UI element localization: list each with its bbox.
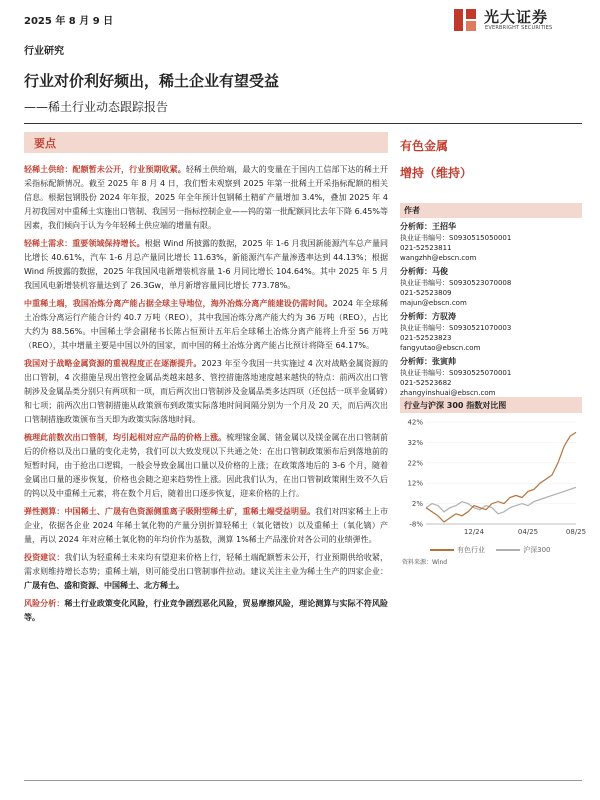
brand-logo-icon <box>452 7 478 33</box>
series-line <box>426 487 576 514</box>
analyst-cert: 执业证书编号：S0930525070001 <box>400 369 512 377</box>
paragraph <box>24 551 388 593</box>
analyst-name: 分析师：方驭涛 <box>400 312 456 321</box>
paragraph <box>24 237 388 293</box>
chart-header <box>400 397 582 413</box>
analyst-email[interactable]: majun@ebscn.com <box>400 299 467 307</box>
chart-source: 资料来源：Wind <box>402 559 448 566</box>
report-subtitle: ——稀土行业动态跟踪报告 <box>24 100 169 114</box>
paragraph-body: 轻稀土供给端，最大的变量在于国内工信部下达的稀土开采指标配额情况。截至 2025 年 8 月 4 日，我们暂未观察到 2025 年第一批稀土开采指标配额的相关信息。根据包钢股份 2024 年年报，2025 年全年预计包钢稀土精矿产量增加 3.4%，叠加 2025 年 4 月初我国对中重稀土实施出口管制、我国另一指标控制企业——钨的第一批配额同比去年下降 6.45%等因素，我们倾向于认为今年轻稀土供应端的增量有限。 <box>24 165 389 230</box>
report-title: 行业对价利好频出，稀土企业有望受益 <box>24 72 280 90</box>
brand-name-en: EVERBRIGHT SECURITIES <box>485 25 553 31</box>
paragraph-body: 梳理镓金属、锗金属以及镁金属在出口管制前后的价格以及出口量的变化走势，我们可以大致发现以下共通之处：在出口管制政策颁布后到落地前的短暂时间，由于抢出口逻辑，一般会导致金属出口量以及价格的上涨；在政策落地后的 3-6 个月，随着金属出口量的逐步恢复，价格也会随之迎来趋势性上涨。因此我们认为，在出口管制政策刚生效不久后的钨以及中重稀土元素，将在数个月后，随着出口逐步恢复，迎来价格的上行。 <box>24 433 389 498</box>
analyst-name: 分析师：马俊 <box>400 267 448 276</box>
paragraph <box>24 505 388 547</box>
paragraph-lead: 中重稀土端，我国冶炼分离产能占据全球主导地位，海外冶炼分离产能建设仍需时间。 <box>24 299 333 308</box>
paragraph-lead: 轻稀土需求：重要领域保持增长。 <box>24 239 145 248</box>
analyst-cert: 执业证书编号：S0930521070003 <box>400 324 512 332</box>
y-tick-label: 22% <box>407 459 423 468</box>
paragraph-body: 我们认为轻重稀土未来均有望迎来价格上行，轻稀土端配额暂未公开，行业预期供给收紧，需求则维持增长态势；重稀土端，则可能受出口管制事件拉动。建议关注主业为稀土生产的四家企业： <box>24 553 389 576</box>
paragraph <box>24 357 388 427</box>
analyst-phone: 021-52523823 <box>400 334 452 342</box>
comparison-chart <box>400 416 587 541</box>
authors-label: 作者 <box>404 206 420 215</box>
x-tick-label: 12/24 <box>463 528 485 536</box>
y-tick-label: 12% <box>407 479 423 488</box>
y-tick-label: 2% <box>411 500 423 509</box>
analyst-phone: 021-52523682 <box>400 379 452 387</box>
analyst-card <box>400 266 582 308</box>
paragraph-body: 根据 Wind 所披露的数据，2025 年 1-6 月我国新能源汽车总产量同比增长 40.61%，汽车 1-6 月总产量同比增长 11.63%，新能源汽车产量渗透率达到 44.13%；根据 Wind 所披露的数据，2025 年我国风电新增装机容量 1-6 月同比增长 104.64%。其中 2025 年 5 月我国风电新增装机容量达到了 26.3Gw，单月新增容量同比增长 773.78%。 <box>24 239 388 290</box>
paragraph-lead: 风险分析： <box>24 599 65 608</box>
paragraph-lead: 投资建议： <box>24 553 65 562</box>
header-divider <box>24 123 582 124</box>
analyst-card <box>400 356 582 398</box>
analyst-cert: 执业证书编号：S0930523070008 <box>400 279 512 287</box>
analyst-card <box>400 221 582 263</box>
authors-header <box>400 203 582 218</box>
legend-label-industry: 有色行业 <box>457 546 485 554</box>
analyst-phone: 021-52523811 <box>400 244 452 252</box>
analyst-email[interactable]: wangzhh@ebscn.com <box>400 254 477 262</box>
chart-legend <box>430 545 551 555</box>
analyst-name: 分析师：王招华 <box>400 222 456 231</box>
analyst-email[interactable]: zhangyinshuai@ebscn.com <box>400 389 496 397</box>
chart-title: 行业与沪深 300 指数对比图 <box>404 401 507 410</box>
analyst-name: 分析师：张寅帅 <box>400 357 456 366</box>
paragraph <box>24 597 388 625</box>
paragraph-body: 2023 年至今我国一共实施过 4 次对战略金属资源的出口管制，4 次措施呈现出管控金属品类越来越多、管控措施落地速度越来越快的特点：前两次出口管制涉及金属品类分别只有两项和一项，而后两次出口管制涉及金属品类多达四项（还包括一项半金属碲）和七项；前两次出口管制措施从政策颁布到政策实际落地时间间隔分别为一个月及 20 天，而后两次出口管制措施政策颁布当天即为政策实际落地时间。 <box>24 359 389 424</box>
paragraph-lead: 弹性测算：中国稀土、广晟有色资源侧重离子吸附型稀土矿，重稀土端受益明显。 <box>24 507 316 516</box>
paragraph-emphasis: 稀土行业政策变化风险，行业竞争剧烈恶化风险，贸易摩擦风险，理论测算与实际不符风险等。 <box>24 599 389 622</box>
paragraph-emphasis: 广晟有色、盛和资源、中国稀土、北方稀土。 <box>24 581 184 590</box>
analyst-list <box>400 221 582 398</box>
analyst-phone: 021-52523809 <box>400 289 452 297</box>
paragraph-body: 2024 年全球稀土冶炼分离运行产能合计约 40.7 万吨（REO），其中我国冶炼分离产能大约为 36 万吨（REO），占比大约为 88.56%。中国稀土学会副秘书长陈占恒预计五年后全球稀土冶炼分离产能将上升至 56 万吨（REO），其中增量主要是中国以外的国家，而中国的稀土冶炼分离产能占比预计将降至 64.17%。 <box>24 299 388 350</box>
x-tick-label: 04/25 <box>517 528 539 536</box>
paragraph <box>24 431 388 501</box>
legend-swatch-index <box>496 549 520 551</box>
y-tick-label: 32% <box>407 438 423 447</box>
legend-swatch-industry <box>430 549 454 551</box>
analyst-email[interactable]: fangyutao@ebscn.com <box>400 344 481 352</box>
paragraph-lead: 轻稀土供给：配额暂未公开，行业预期收紧。 <box>24 165 186 174</box>
analyst-card <box>400 311 582 353</box>
y-tick-label: -8% <box>409 520 423 529</box>
key-points-body <box>24 163 388 629</box>
sector-name: 有色金属 <box>400 139 449 153</box>
brand-name-cn: 光大证券 <box>484 8 549 26</box>
paragraph <box>24 297 388 353</box>
rating: 增持（维持） <box>400 166 473 180</box>
keypoints-header <box>24 132 388 153</box>
paragraph <box>24 163 388 233</box>
paragraph-lead: 我国对于战略金属资源的重视程度正在逐渐提升。 <box>24 359 202 368</box>
report-category: 行业研究 <box>24 46 64 57</box>
report-date: 2025 年 8 月 9 日 <box>24 16 114 27</box>
y-tick-label: 42% <box>407 418 423 427</box>
x-tick-label: 08/25 <box>565 528 587 536</box>
paragraph-lead: 梳理此前数次出口管制，均引起相对应产品的价格上涨。 <box>24 433 227 442</box>
legend-label-index: 沪深300 <box>523 546 551 554</box>
keypoints-label: 要点 <box>34 137 56 150</box>
footer-divider <box>24 780 582 781</box>
analyst-cert: 执业证书编号：S0930515050001 <box>400 234 512 242</box>
paragraph-body: 我们对四家稀土上市企业，依据各企业 2024 年稀土氧化物的产量分别折算轻稀土（氧化镨钕）以及重稀土（氧化镝）产量，再以 2024 年对应稀土氧化物的年均价作为基数，测算 1%稀土产品涨价对各公司的业绩弹性。 <box>24 507 389 544</box>
sidebar <box>400 132 582 398</box>
brand-logo <box>452 6 582 38</box>
